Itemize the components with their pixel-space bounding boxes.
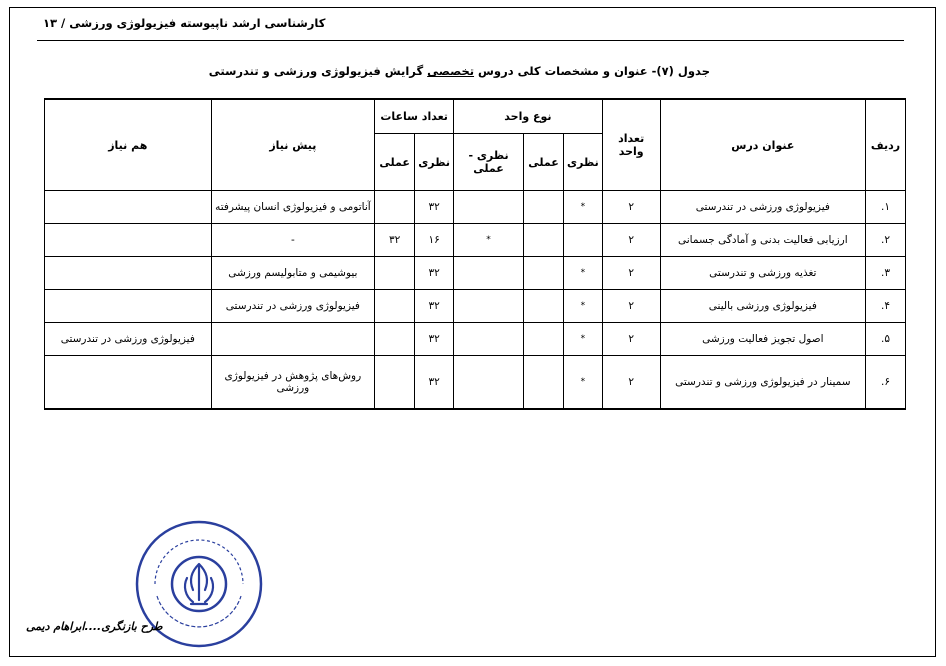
- cell-prereq: فیزیولوژی ورزشی در تندرستی: [211, 290, 375, 323]
- cell-hours-practical: [375, 356, 415, 410]
- cell-coreq: فیزیولوژی ورزشی در تندرستی: [45, 323, 212, 356]
- table-row: [45, 356, 906, 410]
- cell-units: ۲: [602, 257, 660, 290]
- cell-practical-mark: [523, 290, 563, 323]
- running-head: کارشناسی ارشد ناپیوسته فیزیولوژی ورزشی / ۱۳: [43, 16, 326, 30]
- cell-no: ۵.: [866, 323, 906, 356]
- cell-hours-theory: ۳۲: [415, 290, 454, 323]
- cell-coreq: [45, 356, 212, 410]
- header-title: عنوان درس: [660, 99, 865, 191]
- table-row: [45, 323, 906, 356]
- cell-title: ارزیابی فعالیت بدنی و آمادگی جسمانی: [660, 224, 865, 257]
- cell-prereq: آناتومی و فیزیولوژی انسان پیشرفته: [211, 191, 375, 224]
- courses-table: [44, 98, 906, 410]
- cell-hours-practical: [375, 290, 415, 323]
- header-prereq: پیش نیاز: [211, 99, 375, 191]
- cell-coreq: [45, 191, 212, 224]
- cell-no: ۶.: [866, 356, 906, 410]
- header-row-no: ردیف: [866, 99, 906, 191]
- cell-hours-theory: ۳۲: [415, 191, 454, 224]
- cell-practical-mark: [523, 191, 563, 224]
- header-hours: تعداد ساعات: [375, 99, 454, 134]
- cell-hours-practical: ۳۲: [375, 224, 415, 257]
- caption-before: جدول (۷)- عنوان و مشخصات کلی دروس: [474, 64, 710, 78]
- table-row: [45, 191, 906, 224]
- header-coreq: هم نیاز: [45, 99, 212, 191]
- cell-units: ۲: [602, 356, 660, 410]
- header-rule: [37, 40, 904, 41]
- cell-no: ۲.: [866, 224, 906, 257]
- cell-prereq: [211, 323, 375, 356]
- cell-title: فیزیولوژی ورزشی بالینی: [660, 290, 865, 323]
- caption-underlined: تخصصی: [427, 64, 475, 78]
- cell-no: ۱.: [866, 191, 906, 224]
- cell-theory-mark: *: [563, 323, 602, 356]
- table-row: [45, 257, 906, 290]
- header-hours-practical: عملی: [375, 134, 415, 191]
- cell-practical-mark: [523, 257, 563, 290]
- cell-title: اصول تجویز فعالیت ورزشی: [660, 323, 865, 356]
- cell-hours-theory: ۳۲: [415, 257, 454, 290]
- cell-practical-mark: [523, 323, 563, 356]
- cell-units: ۲: [602, 323, 660, 356]
- cell-theory-practical-mark: [454, 191, 524, 224]
- cell-hours-practical: [375, 323, 415, 356]
- header-unit-type: نوع واحد: [454, 99, 603, 134]
- header-units: تعداد واحد: [602, 99, 660, 191]
- cell-title: تغذیه ورزشی و تندرستی: [660, 257, 865, 290]
- cell-title: فیزیولوژی ورزشی در تندرستی: [660, 191, 865, 224]
- header-hours-theory: نظری: [415, 134, 454, 191]
- cell-theory-mark: *: [563, 356, 602, 410]
- table-row: [45, 290, 906, 323]
- cell-theory-practical-mark: *: [454, 224, 524, 257]
- header-row-top: [45, 99, 906, 134]
- cell-no: ۳.: [866, 257, 906, 290]
- cell-hours-theory: ۳۲: [415, 356, 454, 410]
- cell-coreq: [45, 290, 212, 323]
- cell-no: ۴.: [866, 290, 906, 323]
- cell-coreq: [45, 257, 212, 290]
- cell-practical-mark: [523, 224, 563, 257]
- cell-theory-practical-mark: [454, 290, 524, 323]
- cell-prereq: بیوشیمی و متابولیسم ورزشی: [211, 257, 375, 290]
- cell-hours-practical: [375, 191, 415, 224]
- cell-units: ۲: [602, 290, 660, 323]
- cell-theory-mark: *: [563, 191, 602, 224]
- header-practical: عملی: [523, 134, 563, 191]
- cell-prereq: روش‌های پژوهش در فیزیولوژی ورزشی: [211, 356, 375, 410]
- cell-hours-practical: [375, 257, 415, 290]
- caption-after: گرایش فیزیولوژی ورزشی و تندرستی: [208, 64, 428, 78]
- cell-title: سمینار در فیزیولوژی ورزشی و تندرستی: [660, 356, 865, 410]
- cell-coreq: [45, 224, 212, 257]
- table-row: [45, 224, 906, 257]
- cell-prereq: -: [211, 224, 375, 257]
- cell-theory-mark: *: [563, 257, 602, 290]
- cell-practical-mark: [523, 356, 563, 410]
- table-caption: [208, 64, 710, 78]
- cell-theory-mark: [563, 224, 602, 257]
- header-theory-practical: نظری - عملی: [454, 134, 524, 191]
- cell-theory-practical-mark: [454, 257, 524, 290]
- cell-theory-practical-mark: [454, 323, 524, 356]
- header-theory: نظری: [563, 134, 602, 191]
- cell-units: ۲: [602, 191, 660, 224]
- revision-signature: طرح بازنگری....ابراهام دیمی: [26, 620, 163, 633]
- cell-hours-theory: ۱۶: [415, 224, 454, 257]
- cell-units: ۲: [602, 224, 660, 257]
- cell-theory-mark: *: [563, 290, 602, 323]
- cell-hours-theory: ۳۲: [415, 323, 454, 356]
- cell-theory-practical-mark: [454, 356, 524, 410]
